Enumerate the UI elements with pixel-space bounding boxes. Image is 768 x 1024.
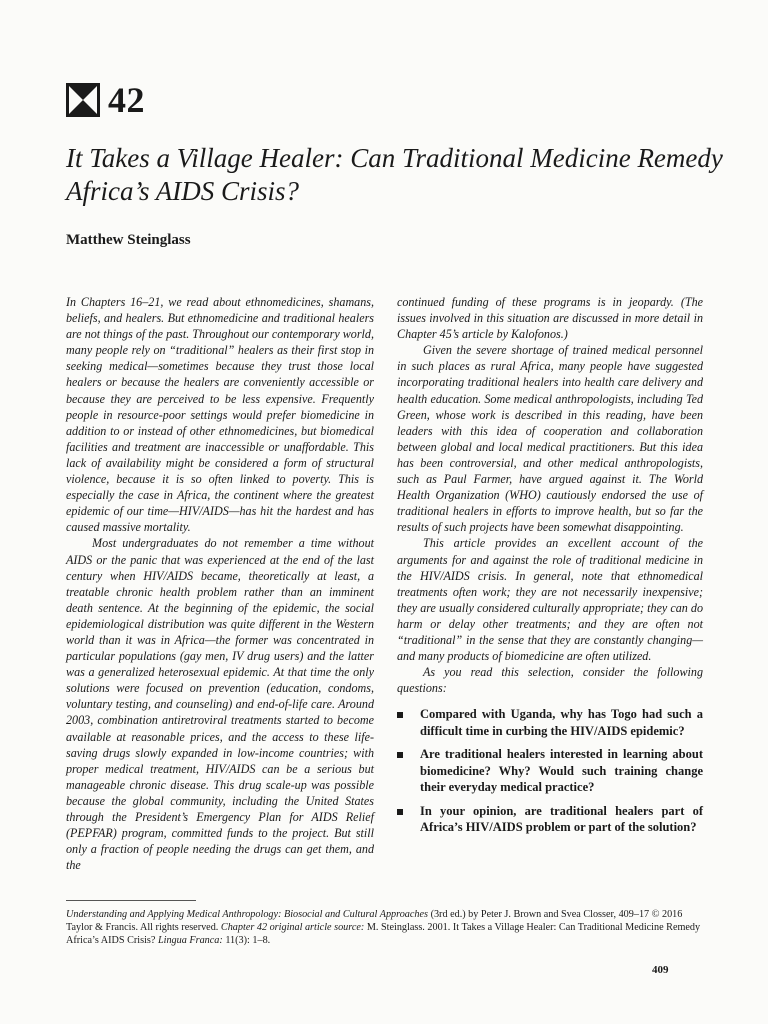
chapter-title: It Takes a Village Healer: Can Traditional Medicine Remedy Africa’s AIDS Crisis?: [66, 143, 723, 206]
journal-reference: 11(3): 1–8.: [222, 935, 271, 946]
footnote: [66, 908, 706, 947]
source-citation: M. Steinglass. 2001. It Takes a Village Healer: Can Traditional Medicine Remedy Africa’s AIDS Crisis?: [66, 922, 701, 946]
right-column: [397, 294, 703, 843]
book-title: Understanding and Applying Medical Anthropology: Biosocial and Cultural Approaches: [66, 909, 429, 920]
questions-intro: As you read this selection, consider the following questions:: [397, 665, 703, 696]
square-bullet-icon: [397, 752, 403, 758]
journal-name: Lingua Franca:: [157, 935, 223, 946]
copyright-credit: (3rd ed.) by Peter J. Brown and Svea Closser, 409–17 © 2016 Taylor & Francis. All rights reserved.: [66, 909, 683, 933]
question-text: Are traditional healers interested in learning about biomedicine? Why? Would such training change their everyday medical practice?: [420, 747, 703, 795]
author-name: Matthew Steinglass: [66, 232, 191, 248]
question-text: In your opinion, are traditional healers part of Africa’s HIV/AIDS problem or part of the solution?: [420, 803, 703, 835]
body-paragraph: Most undergraduates do not remember a time without AIDS or the panic that was experienced at the end of the last century when HIV/AIDS became, theoretically at least, a treatable chronic health problem rather than an imminent death sentence. At the beginning of the epidemic, the social epidemiological distribution was quite different in the Western world than it was in Africa—the former was concentrated in particular populations (gay men, IV drug users) and the latter was a generalized heterosexual epidemic. At that time the only solutions were focused on prevention (education, condoms, voluntary testing, and counseling) and end-of-life care. Around 2003, combination antiretroviral treatments started to become available at reasonable prices, and the access to these life-saving drugs slowly expanded in low-income countries; with proper medical treatment, HIV/AIDS can be a serious but manageable chronic disease. This drug scale-up was possible because the global community, including the United States through the President’s Emergency Plan for AIDS Relief (PEPFAR) program, committed funds to the project. But still only a fraction of people needing the drugs can get them, and the: [66, 536, 374, 873]
chapter-heading: [66, 82, 145, 118]
body-paragraph: This article provides an excellent account of the arguments for and against the role of traditional medicine in the HIV/AIDS crisis. In general, note that ethnomedical treatments often work; they are not necessarily inexpensive; they are usually considered culturally appropriate; they can do harm or delay other treatments; and they are often not “traditional” in the sense that they are constantly changing—and many products of biomedicine are often utilized.: [397, 536, 703, 664]
chapter-number: 42: [108, 80, 145, 120]
intro-paragraph: In Chapters 16–21, we read about ethnomedicines, shamans, beliefs, and healers. But ethnomedicine and traditional healers are not things of the past. Throughout our contemporary world, many people rely on “traditional” healers as their first stop in seeking medical—sometimes because they trust those local healers or because the healers are conveniently accessible or because they are perceived to be less expensive. Frequently people in resource-poor settings would prefer biomedicine in addition to or instead of other ethnomedicines, but biomedical facilities and treatment are inaccessible or unaffordable. This lack of availability might be considered a form of structural violence, because it is so often linked to poverty. This is especially the case in Africa, the continent where the greatest epidemic of our time—HIV/AIDS—has hit the hardest and has caused massive mortality.: [66, 295, 374, 535]
chapter-marker-icon: [66, 83, 100, 117]
question-list: [397, 706, 703, 836]
body-paragraph: continued funding of these programs is in jeopardy. (The issues involved in this situation are discussed in more detail in Chapter 45’s article by Kalofonos.): [397, 295, 703, 342]
square-bullet-icon: [397, 712, 403, 718]
source-label: Chapter 42 original article source:: [220, 922, 365, 933]
question-item: [397, 746, 703, 796]
question-item: [397, 803, 703, 836]
page-number: 409: [652, 964, 669, 976]
question-item: [397, 706, 703, 739]
footnote-divider: [66, 900, 196, 901]
body-paragraph: Given the severe shortage of trained medical personnel in such places as rural Africa, many people have suggested incorporating traditional healers into health care delivery and health education. Some medical anthropologists, including Ted Green, whose work is described in this reading, have been leaders with this idea of cooperation and collaboration between global and local medical practitioners. But this idea has been controversial, and other medical anthropologists, such as Paul Farmer, have argued against it. The World Health Organization (WHO) cautiously endorsed the use of traditional healers in efforts to improve health, but so far the results of such projects have been somewhat disappointing.: [397, 343, 703, 535]
square-bullet-icon: [397, 809, 403, 815]
question-text: Compared with Uganda, why has Togo had such a difficult time in curbing the HIV/AIDS epidemic?: [420, 707, 703, 738]
left-column: [66, 294, 374, 873]
